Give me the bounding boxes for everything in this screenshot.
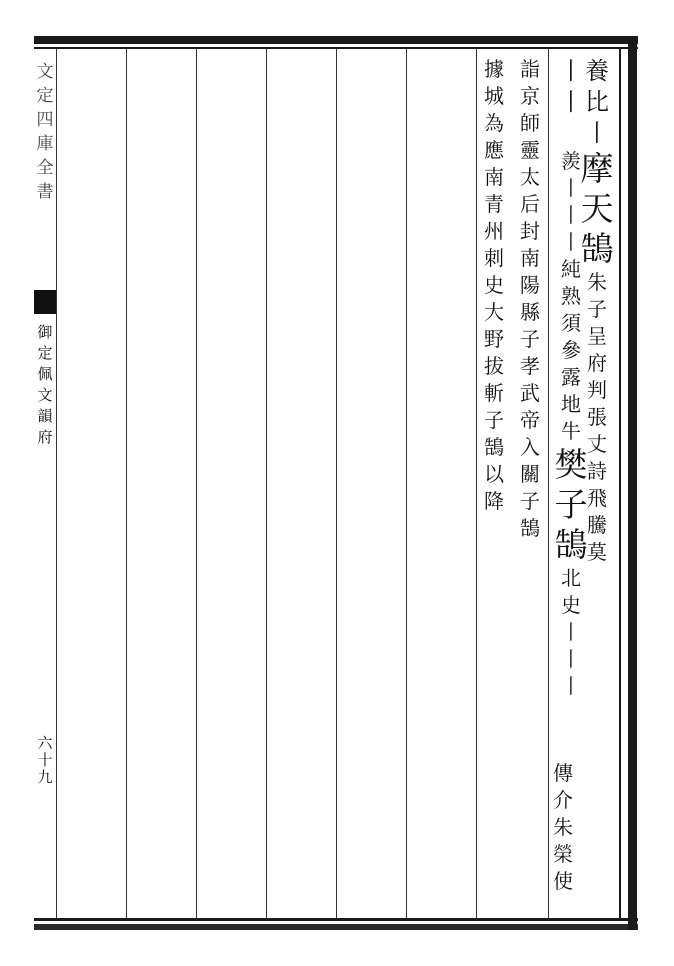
text-glyph: 北 bbox=[561, 566, 581, 590]
text-column-2 bbox=[548, 56, 594, 700]
text-glyph: 朱 bbox=[587, 270, 607, 294]
text-glyph: 青 bbox=[484, 192, 504, 216]
text-glyph: 朱 bbox=[553, 815, 573, 839]
text-glyph: 府 bbox=[587, 351, 607, 375]
glyph: 佩 bbox=[37, 365, 53, 383]
text-glyph: 張 bbox=[587, 405, 607, 429]
text-glyph: 應 bbox=[484, 138, 504, 162]
text-glyph: 純 bbox=[561, 257, 581, 281]
text-glyph: 靈 bbox=[520, 138, 540, 162]
glyph: 韻 bbox=[37, 407, 53, 425]
text-glyph: 斬 bbox=[484, 381, 504, 405]
text-glyph: 野 bbox=[484, 327, 504, 351]
text-glyph: 騰 bbox=[587, 513, 607, 537]
text-glyph: 丨 bbox=[561, 176, 581, 200]
text-glyph: 刺 bbox=[484, 246, 504, 270]
headword-glyph: 鵠 bbox=[580, 229, 614, 268]
column-rule bbox=[406, 49, 407, 918]
text-glyph: 牛 bbox=[561, 419, 581, 443]
text-glyph: 丨 bbox=[561, 647, 581, 671]
text-glyph: 城 bbox=[484, 84, 504, 108]
fishtail-mark bbox=[34, 290, 56, 314]
text-glyph: 南 bbox=[520, 246, 540, 270]
text-glyph: 鵠 bbox=[520, 516, 540, 540]
section-title bbox=[34, 322, 56, 448]
text-glyph: 為 bbox=[484, 111, 504, 135]
text-glyph: 丨 bbox=[561, 203, 581, 227]
glyph: 庫 bbox=[36, 134, 54, 154]
text-column-4 bbox=[476, 56, 512, 515]
text-glyph: 史 bbox=[484, 273, 504, 297]
text-glyph: 大 bbox=[484, 300, 504, 324]
text-glyph: 呈 bbox=[587, 324, 607, 348]
text-glyph: 丨 bbox=[561, 230, 581, 254]
text-glyph: 據 bbox=[484, 57, 504, 81]
text-glyph: 后 bbox=[520, 192, 540, 216]
text-glyph: 拔 bbox=[484, 354, 504, 378]
text-glyph: 羨 bbox=[561, 149, 581, 173]
text-glyph: 露 bbox=[561, 365, 581, 389]
text-glyph: 丨 bbox=[585, 119, 609, 147]
headword-glyph: 摩 bbox=[580, 149, 614, 188]
text-column-2-tail bbox=[550, 760, 576, 895]
glyph: 四 bbox=[36, 110, 54, 130]
text-glyph: 飛 bbox=[587, 486, 607, 510]
text-glyph: 詩 bbox=[587, 459, 607, 483]
column-rule bbox=[196, 49, 197, 918]
text-glyph: 以 bbox=[484, 462, 504, 486]
text-glyph: 熟 bbox=[561, 284, 581, 308]
glyph: 書 bbox=[36, 182, 54, 202]
frame-bottom-border bbox=[34, 924, 638, 930]
text-glyph: 判 bbox=[587, 378, 607, 402]
text-glyph: 介 bbox=[553, 788, 573, 812]
glyph: 十 bbox=[37, 751, 53, 769]
column-rule bbox=[126, 49, 127, 918]
text-glyph: 鵠 bbox=[484, 435, 504, 459]
column-rule bbox=[336, 49, 337, 918]
text-glyph: 史 bbox=[561, 593, 581, 617]
text-column-3 bbox=[512, 56, 548, 542]
glyph: 文 bbox=[37, 386, 53, 404]
text-glyph: 參 bbox=[561, 338, 581, 362]
text-glyph: 傳 bbox=[553, 761, 573, 785]
column-rule bbox=[266, 49, 267, 918]
glyph: 九 bbox=[37, 768, 53, 786]
book-title bbox=[34, 60, 56, 204]
text-glyph: 降 bbox=[484, 489, 504, 513]
headword-glyph: 鵠 bbox=[554, 525, 588, 564]
text-glyph: 地 bbox=[561, 392, 581, 416]
text-glyph: 養 bbox=[585, 57, 609, 85]
text-glyph: 子 bbox=[520, 327, 540, 351]
headword-glyph: 子 bbox=[554, 485, 588, 524]
text-glyph: 師 bbox=[520, 111, 540, 135]
text-glyph: 太 bbox=[520, 165, 540, 189]
glyph: 文 bbox=[36, 62, 54, 82]
text-glyph: 帝 bbox=[520, 408, 540, 432]
text-glyph: 丈 bbox=[587, 432, 607, 456]
text-glyph: 詣 bbox=[520, 57, 540, 81]
text-glyph: 京 bbox=[520, 84, 540, 108]
text-glyph: 丨 bbox=[561, 620, 581, 644]
text-glyph: 子 bbox=[484, 408, 504, 432]
headword-glyph: 樊 bbox=[554, 445, 588, 484]
headword-glyph: 天 bbox=[580, 189, 614, 228]
text-glyph: 孝 bbox=[520, 354, 540, 378]
text-glyph: 比 bbox=[585, 88, 609, 116]
frame-bottom-inner-border bbox=[34, 918, 638, 921]
glyph: 定 bbox=[37, 344, 53, 362]
glyph: 六 bbox=[37, 734, 53, 752]
text-glyph: 子 bbox=[520, 489, 540, 513]
text-glyph: 丨 bbox=[561, 674, 581, 698]
text-glyph: 須 bbox=[561, 311, 581, 335]
glyph: 御 bbox=[37, 323, 53, 341]
text-glyph: 入 bbox=[520, 435, 540, 459]
glyph: 定 bbox=[36, 86, 54, 106]
text-glyph: 關 bbox=[520, 462, 540, 486]
frame-right-border bbox=[628, 36, 637, 930]
text-glyph: 南 bbox=[484, 165, 504, 189]
text-glyph: 陽 bbox=[520, 273, 540, 297]
column-rule bbox=[56, 49, 57, 918]
text-glyph: 莫 bbox=[587, 540, 607, 564]
text-glyph: 子 bbox=[587, 297, 607, 321]
page-number bbox=[34, 735, 56, 786]
text-glyph: 州 bbox=[484, 219, 504, 243]
text-glyph: 武 bbox=[520, 381, 540, 405]
text-glyph: 丨 bbox=[559, 57, 583, 85]
text-glyph: 榮 bbox=[553, 842, 573, 866]
text-glyph: 丨 bbox=[559, 88, 583, 116]
text-glyph: 使 bbox=[553, 869, 573, 893]
text-glyph: 縣 bbox=[520, 300, 540, 324]
glyph: 全 bbox=[36, 158, 54, 178]
frame-top-border bbox=[34, 36, 638, 44]
glyph: 府 bbox=[37, 428, 53, 446]
text-glyph: 封 bbox=[520, 219, 540, 243]
